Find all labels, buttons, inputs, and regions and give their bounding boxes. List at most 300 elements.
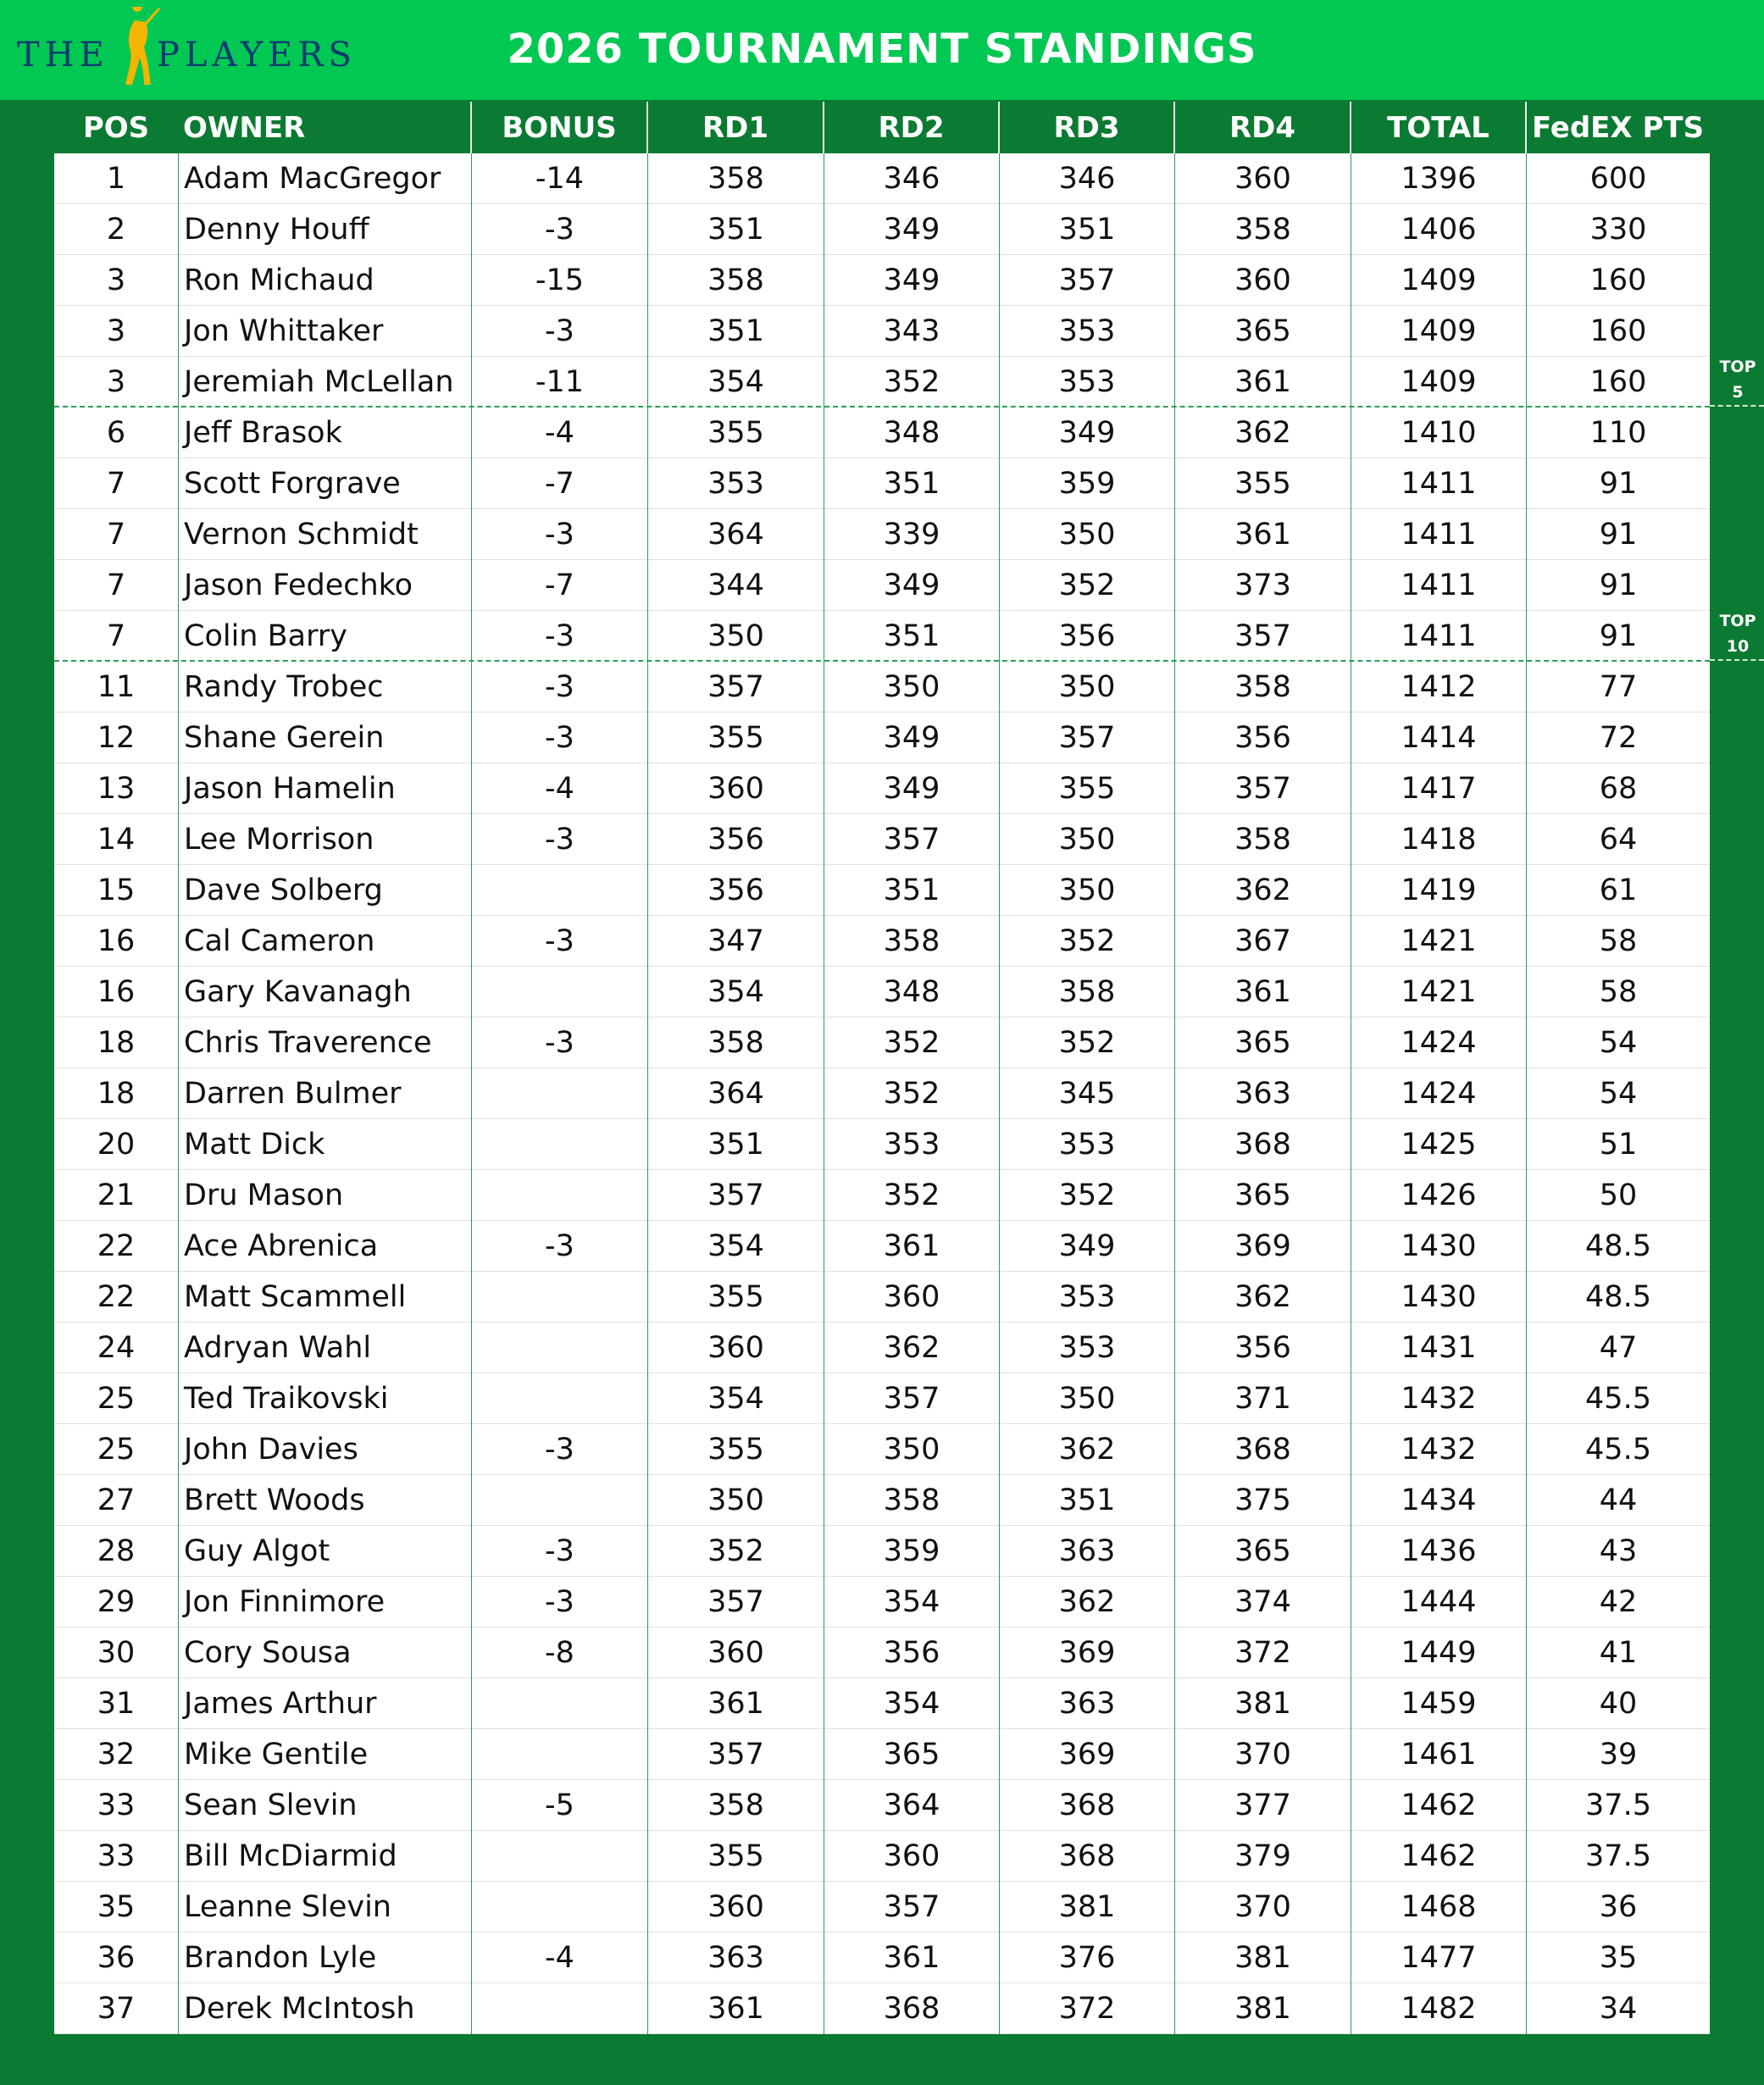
cell-rd1: 355 xyxy=(647,713,824,763)
cell-owner: Colin Barry xyxy=(178,611,471,662)
cell-total: 1468 xyxy=(1351,1882,1526,1933)
cell-pos: 3 xyxy=(106,314,126,348)
cell-rd3: 359 xyxy=(999,458,1174,509)
cell-bonus: -11 xyxy=(471,357,647,408)
table-row xyxy=(54,814,1710,865)
cell-rd3: 357 xyxy=(999,713,1174,763)
cell-rd3: 363 xyxy=(999,1526,1174,1577)
cell-bonus xyxy=(471,1882,647,1933)
cell-bonus xyxy=(471,1678,647,1729)
cell-fedex-pts: 35 xyxy=(1526,1933,1710,1983)
cell-rd1: 344 xyxy=(647,560,824,611)
cell-pos: 13 xyxy=(97,772,136,806)
cell-rd2: 348 xyxy=(824,967,999,1018)
cell-fedex-pts: 45.5 xyxy=(1526,1373,1710,1424)
cell-rd3: 356 xyxy=(999,611,1174,662)
cell-pos: 2 xyxy=(106,213,126,247)
cell-rd4: 377 xyxy=(1174,1780,1351,1831)
cell-bonus: -4 xyxy=(471,408,647,458)
cell-pos: 27 xyxy=(97,1483,136,1517)
cell-rd2: 354 xyxy=(824,1577,999,1628)
cell-pos: 11 xyxy=(97,670,136,704)
cell-total: 1412 xyxy=(1351,662,1526,713)
cell-bonus: -3 xyxy=(471,611,647,662)
cell-total: 1430 xyxy=(1351,1272,1526,1323)
cell-pos: 15 xyxy=(97,873,136,907)
cell-rd2: 351 xyxy=(824,865,999,916)
cell-pos: 12 xyxy=(97,721,136,755)
cell-owner: Mike Gentile xyxy=(178,1729,471,1780)
cell-total: 1436 xyxy=(1351,1526,1526,1577)
cell-rd3: 372 xyxy=(999,1983,1174,2034)
cell-bonus: -14 xyxy=(471,153,647,204)
cell-rd1: 364 xyxy=(647,1068,824,1119)
cell-rd1: 360 xyxy=(647,1628,824,1678)
cell-rd2: 357 xyxy=(824,1882,999,1933)
cell-fedex-pts: 41 xyxy=(1526,1628,1710,1678)
cell-fedex-pts: 44 xyxy=(1526,1475,1710,1526)
table-row xyxy=(54,458,1710,509)
cell-rd4: 370 xyxy=(1174,1729,1351,1780)
cell-bonus xyxy=(471,1272,647,1323)
cell-rd1: 360 xyxy=(647,1323,824,1373)
column-header-fedex-pts: FedEX PTS xyxy=(1531,111,1705,145)
cell-pos: 18 xyxy=(97,1077,136,1111)
cell-total: 1477 xyxy=(1351,1933,1526,1983)
cell-total: 1396 xyxy=(1351,153,1526,204)
cell-rd2: 361 xyxy=(824,1221,999,1272)
cell-rd1: 351 xyxy=(647,204,824,255)
cell-rd4: 365 xyxy=(1174,1018,1351,1068)
table-row xyxy=(54,1628,1710,1678)
cell-rd1: 351 xyxy=(647,1119,824,1170)
cell-owner: Sean Slevin xyxy=(178,1780,471,1831)
cell-rd1: 358 xyxy=(647,153,824,204)
cell-rd2: 339 xyxy=(824,509,999,560)
cell-rd3: 369 xyxy=(999,1729,1174,1780)
cell-bonus xyxy=(471,1475,647,1526)
cell-rd4: 355 xyxy=(1174,458,1351,509)
cell-rd3: 353 xyxy=(999,1323,1174,1373)
cell-fedex-pts: 160 xyxy=(1526,357,1710,408)
cell-rd4: 360 xyxy=(1174,153,1351,204)
cell-owner: Ace Abrenica xyxy=(178,1221,471,1272)
cell-rd4: 358 xyxy=(1174,204,1351,255)
cell-total: 1414 xyxy=(1351,713,1526,763)
cell-rd3: 363 xyxy=(999,1678,1174,1729)
cell-bonus: -15 xyxy=(471,255,647,306)
header-separator xyxy=(1350,102,1351,154)
cell-fedex-pts: 160 xyxy=(1526,306,1710,357)
cell-owner: Cal Cameron xyxy=(178,916,471,967)
cell-bonus: -3 xyxy=(471,1018,647,1068)
cell-rd4: 357 xyxy=(1174,763,1351,814)
cell-rd2: 360 xyxy=(824,1831,999,1882)
cell-fedex-pts: 36 xyxy=(1526,1882,1710,1933)
cell-rd2: 356 xyxy=(824,1628,999,1678)
cell-fedex-pts: 61 xyxy=(1526,865,1710,916)
cell-pos: 37 xyxy=(97,1992,136,2026)
cell-total: 1411 xyxy=(1351,611,1526,662)
table-row xyxy=(54,408,1710,458)
cell-rd4: 362 xyxy=(1174,1272,1351,1323)
cell-rd4: 365 xyxy=(1174,1170,1351,1221)
table-header xyxy=(54,102,1710,154)
logo-text-players: PLAYERS xyxy=(157,36,357,75)
column-header-total: TOTAL xyxy=(1387,111,1489,145)
cell-total: 1410 xyxy=(1351,408,1526,458)
cell-pos: 22 xyxy=(97,1280,136,1314)
cell-fedex-pts: 64 xyxy=(1526,814,1710,865)
cell-owner: Jason Hamelin xyxy=(178,763,471,814)
table-row xyxy=(54,1221,1710,1272)
cell-rd1: 354 xyxy=(647,967,824,1018)
cell-bonus: -3 xyxy=(471,814,647,865)
cell-bonus: -4 xyxy=(471,763,647,814)
cell-rd1: 363 xyxy=(647,1933,824,1983)
cell-rd1: 354 xyxy=(647,1221,824,1272)
table-row xyxy=(54,153,1710,204)
cell-bonus xyxy=(471,1983,647,2034)
cell-rd2: 358 xyxy=(824,1475,999,1526)
cell-pos: 18 xyxy=(97,1026,136,1060)
cell-rd4: 361 xyxy=(1174,357,1351,408)
cell-pos: 29 xyxy=(97,1585,136,1619)
cell-rd3: 358 xyxy=(999,967,1174,1018)
cell-pos: 33 xyxy=(97,1839,136,1873)
cell-rd3: 353 xyxy=(999,1272,1174,1323)
cell-owner: Guy Algot xyxy=(178,1526,471,1577)
cell-fedex-pts: 72 xyxy=(1526,713,1710,763)
cell-total: 1461 xyxy=(1351,1729,1526,1780)
cell-owner: Vernon Schmidt xyxy=(178,509,471,560)
cell-rd2: 349 xyxy=(824,713,999,763)
cell-rd3: 353 xyxy=(999,357,1174,408)
table-row xyxy=(54,1373,1710,1424)
cell-total: 1449 xyxy=(1351,1628,1526,1678)
cell-rd1: 352 xyxy=(647,1526,824,1577)
cell-owner: Denny Houff xyxy=(178,204,471,255)
cell-bonus: -3 xyxy=(471,509,647,560)
cell-rd3: 353 xyxy=(999,1119,1174,1170)
cell-owner: James Arthur xyxy=(178,1678,471,1729)
cell-rd1: 356 xyxy=(647,865,824,916)
cell-rd2: 362 xyxy=(824,1323,999,1373)
cell-pos: 16 xyxy=(97,924,136,958)
table-row xyxy=(54,865,1710,916)
cell-rd2: 357 xyxy=(824,814,999,865)
cell-bonus: -3 xyxy=(471,306,647,357)
cutoff-marker-label-bottom: 10 xyxy=(1726,637,1750,656)
cell-total: 1430 xyxy=(1351,1221,1526,1272)
cell-rd4: 357 xyxy=(1174,611,1351,662)
cell-total: 1411 xyxy=(1351,458,1526,509)
cell-rd4: 368 xyxy=(1174,1119,1351,1170)
cell-owner: Brandon Lyle xyxy=(178,1933,471,1983)
cell-total: 1409 xyxy=(1351,306,1526,357)
cell-rd3: 369 xyxy=(999,1628,1174,1678)
cell-bonus xyxy=(471,1068,647,1119)
table-row xyxy=(54,1272,1710,1323)
cell-owner: Chris Traverence xyxy=(178,1018,471,1068)
table-row xyxy=(54,1831,1710,1882)
cell-rd2: 358 xyxy=(824,916,999,967)
cell-rd1: 350 xyxy=(647,1475,824,1526)
header-separator xyxy=(646,102,648,154)
cell-rd3: 355 xyxy=(999,763,1174,814)
cell-rd1: 355 xyxy=(647,1272,824,1323)
table-row xyxy=(54,916,1710,967)
cell-bonus xyxy=(471,1323,647,1373)
table-row xyxy=(54,1780,1710,1831)
cell-fedex-pts: 50 xyxy=(1526,1170,1710,1221)
cell-rd2: 348 xyxy=(824,408,999,458)
cell-rd4: 381 xyxy=(1174,1983,1351,2034)
cell-rd1: 358 xyxy=(647,255,824,306)
cell-rd4: 362 xyxy=(1174,408,1351,458)
cell-rd4: 369 xyxy=(1174,1221,1351,1272)
cell-rd3: 357 xyxy=(999,255,1174,306)
cell-rd3: 351 xyxy=(999,1475,1174,1526)
cutoff-marker-label-top: TOP xyxy=(1719,358,1756,376)
table-row xyxy=(54,611,1710,662)
cell-rd2: 352 xyxy=(824,1170,999,1221)
cell-fedex-pts: 600 xyxy=(1526,153,1710,204)
cell-rd4: 362 xyxy=(1174,865,1351,916)
cell-fedex-pts: 58 xyxy=(1526,967,1710,1018)
cell-rd4: 370 xyxy=(1174,1882,1351,1933)
cell-rd2: 359 xyxy=(824,1526,999,1577)
cell-rd2: 357 xyxy=(824,1373,999,1424)
cell-rd1: 360 xyxy=(647,1882,824,1933)
cell-rd3: 346 xyxy=(999,153,1174,204)
table-row xyxy=(54,713,1710,763)
cell-rd4: 356 xyxy=(1174,713,1351,763)
cell-pos: 33 xyxy=(97,1788,136,1822)
header-separator xyxy=(823,102,824,154)
cell-owner: Matt Dick xyxy=(178,1119,471,1170)
table-row xyxy=(54,1119,1710,1170)
header-separator xyxy=(998,102,1000,154)
cutoff-marker-line xyxy=(1710,659,1764,661)
cell-bonus: -8 xyxy=(471,1628,647,1678)
cell-rd3: 350 xyxy=(999,509,1174,560)
table-row xyxy=(54,763,1710,814)
cell-rd4: 381 xyxy=(1174,1933,1351,1983)
table-row xyxy=(54,1526,1710,1577)
cell-fedex-pts: 34 xyxy=(1526,1983,1710,2034)
cell-rd3: 362 xyxy=(999,1424,1174,1475)
cell-pos: 21 xyxy=(97,1178,136,1212)
column-header-bonus: BONUS xyxy=(502,111,617,145)
page-title: 2026 TOURNAMENT STANDINGS xyxy=(507,25,1257,73)
cell-bonus: -7 xyxy=(471,560,647,611)
table-row xyxy=(54,1018,1710,1068)
cell-rd2: 351 xyxy=(824,458,999,509)
logo-text-the: THE xyxy=(17,36,109,75)
column-header-rd2: RD2 xyxy=(878,111,945,145)
cell-rd4: 373 xyxy=(1174,560,1351,611)
cell-total: 1459 xyxy=(1351,1678,1526,1729)
cell-rd1: 351 xyxy=(647,306,824,357)
cell-rd4: 374 xyxy=(1174,1577,1351,1628)
cell-rd3: 351 xyxy=(999,204,1174,255)
cell-pos: 36 xyxy=(97,1941,136,1975)
table-row xyxy=(54,1170,1710,1221)
cell-rd1: 360 xyxy=(647,763,824,814)
cell-total: 1426 xyxy=(1351,1170,1526,1221)
cell-bonus: -3 xyxy=(471,713,647,763)
table-row xyxy=(54,560,1710,611)
cell-rd1: 358 xyxy=(647,1780,824,1831)
cell-rd3: 345 xyxy=(999,1068,1174,1119)
cell-total: 1434 xyxy=(1351,1475,1526,1526)
cell-rd2: 352 xyxy=(824,1018,999,1068)
cutoff-marker-label-top: TOP xyxy=(1719,612,1756,630)
table-row xyxy=(54,306,1710,357)
cell-pos: 3 xyxy=(106,365,126,399)
cell-bonus: -3 xyxy=(471,916,647,967)
cell-rd3: 368 xyxy=(999,1780,1174,1831)
cell-rd2: 364 xyxy=(824,1780,999,1831)
cell-bonus xyxy=(471,1170,647,1221)
cell-owner: Leanne Slevin xyxy=(178,1882,471,1933)
cell-bonus: -3 xyxy=(471,204,647,255)
cell-rd2: 361 xyxy=(824,1933,999,1983)
cell-rd2: 350 xyxy=(824,1424,999,1475)
cell-owner: Shane Gerein xyxy=(178,713,471,763)
cell-fedex-pts: 91 xyxy=(1526,458,1710,509)
cell-rd4: 365 xyxy=(1174,306,1351,357)
table-row xyxy=(54,1577,1710,1628)
cell-fedex-pts: 54 xyxy=(1526,1068,1710,1119)
cell-bonus: -3 xyxy=(471,1577,647,1628)
cell-rd2: 352 xyxy=(824,357,999,408)
cell-owner: Jeff Brasok xyxy=(178,408,471,458)
cell-fedex-pts: 37.5 xyxy=(1526,1780,1710,1831)
table-row xyxy=(54,1424,1710,1475)
cell-rd1: 356 xyxy=(647,814,824,865)
cell-rd3: 350 xyxy=(999,865,1174,916)
cell-rd1: 355 xyxy=(647,1424,824,1475)
cell-rd4: 358 xyxy=(1174,662,1351,713)
cell-total: 1424 xyxy=(1351,1018,1526,1068)
cell-pos: 25 xyxy=(97,1382,136,1416)
cell-rd4: 356 xyxy=(1174,1323,1351,1373)
cell-bonus: -3 xyxy=(471,1526,647,1577)
cell-rd2: 349 xyxy=(824,560,999,611)
cell-bonus: -3 xyxy=(471,1424,647,1475)
cell-fedex-pts: 45.5 xyxy=(1526,1424,1710,1475)
cell-rd4: 361 xyxy=(1174,967,1351,1018)
cell-bonus: -5 xyxy=(471,1780,647,1831)
cell-fedex-pts: 58 xyxy=(1526,916,1710,967)
table-row xyxy=(54,204,1710,255)
cell-owner: Gary Kavanagh xyxy=(178,967,471,1018)
cell-owner: Matt Scammell xyxy=(178,1272,471,1323)
cell-rd2: 349 xyxy=(824,763,999,814)
cell-rd1: 355 xyxy=(647,1831,824,1882)
cell-owner: Scott Forgrave xyxy=(178,458,471,509)
table-row xyxy=(54,509,1710,560)
column-header-rd4: RD4 xyxy=(1229,111,1296,145)
cell-fedex-pts: 91 xyxy=(1526,509,1710,560)
cell-fedex-pts: 160 xyxy=(1526,255,1710,306)
cell-rd1: 355 xyxy=(647,408,824,458)
cell-rd3: 349 xyxy=(999,408,1174,458)
cell-fedex-pts: 47 xyxy=(1526,1323,1710,1373)
cell-fedex-pts: 77 xyxy=(1526,662,1710,713)
cell-total: 1431 xyxy=(1351,1323,1526,1373)
cell-bonus xyxy=(471,1119,647,1170)
header-separator xyxy=(1525,102,1527,154)
cell-rd1: 353 xyxy=(647,458,824,509)
cell-owner: Jon Whittaker xyxy=(178,306,471,357)
cell-pos: 24 xyxy=(97,1331,136,1365)
cell-rd2: 343 xyxy=(824,306,999,357)
cell-rd3: 353 xyxy=(999,306,1174,357)
cell-rd4: 381 xyxy=(1174,1678,1351,1729)
cell-owner: Darren Bulmer xyxy=(178,1068,471,1119)
table-row xyxy=(54,1678,1710,1729)
table-row xyxy=(54,357,1710,408)
cell-rd2: 350 xyxy=(824,662,999,713)
cell-rd4: 360 xyxy=(1174,255,1351,306)
cell-total: 1411 xyxy=(1351,509,1526,560)
cell-pos: 35 xyxy=(97,1890,136,1924)
cell-total: 1444 xyxy=(1351,1577,1526,1628)
cell-pos: 30 xyxy=(97,1636,136,1670)
cell-fedex-pts: 330 xyxy=(1526,204,1710,255)
cell-rd1: 354 xyxy=(647,1373,824,1424)
cell-rd1: 358 xyxy=(647,1018,824,1068)
cell-owner: Bill McDiarmid xyxy=(178,1831,471,1882)
cell-rd1: 361 xyxy=(647,1678,824,1729)
table-row xyxy=(54,1323,1710,1373)
cell-bonus xyxy=(471,865,647,916)
cell-owner: Ron Michaud xyxy=(178,255,471,306)
cell-pos: 32 xyxy=(97,1738,136,1772)
cell-fedex-pts: 39 xyxy=(1526,1729,1710,1780)
cell-rd4: 379 xyxy=(1174,1831,1351,1882)
cell-total: 1425 xyxy=(1351,1119,1526,1170)
cell-bonus: -4 xyxy=(471,1933,647,1983)
cell-owner: Jason Fedechko xyxy=(178,560,471,611)
cell-fedex-pts: 40 xyxy=(1526,1678,1710,1729)
cell-bonus xyxy=(471,1373,647,1424)
cell-rd3: 350 xyxy=(999,662,1174,713)
cell-rd1: 357 xyxy=(647,662,824,713)
cell-rd4: 368 xyxy=(1174,1424,1351,1475)
cell-total: 1421 xyxy=(1351,967,1526,1018)
table-row xyxy=(54,967,1710,1018)
cell-total: 1419 xyxy=(1351,865,1526,916)
cell-rd1: 357 xyxy=(647,1577,824,1628)
cell-rd3: 376 xyxy=(999,1933,1174,1983)
cell-rd3: 381 xyxy=(999,1882,1174,1933)
cutoff-marker-label-bottom: 5 xyxy=(1732,383,1744,402)
cell-owner: Derek McIntosh xyxy=(178,1983,471,2034)
cell-fedex-pts: 51 xyxy=(1526,1119,1710,1170)
title-bar xyxy=(0,0,1764,100)
cell-rd3: 352 xyxy=(999,1018,1174,1068)
table-row xyxy=(54,662,1710,713)
table-row xyxy=(54,1882,1710,1933)
cell-rd4: 375 xyxy=(1174,1475,1351,1526)
standings-table xyxy=(54,153,1710,2034)
cell-total: 1462 xyxy=(1351,1831,1526,1882)
cell-rd2: 351 xyxy=(824,611,999,662)
